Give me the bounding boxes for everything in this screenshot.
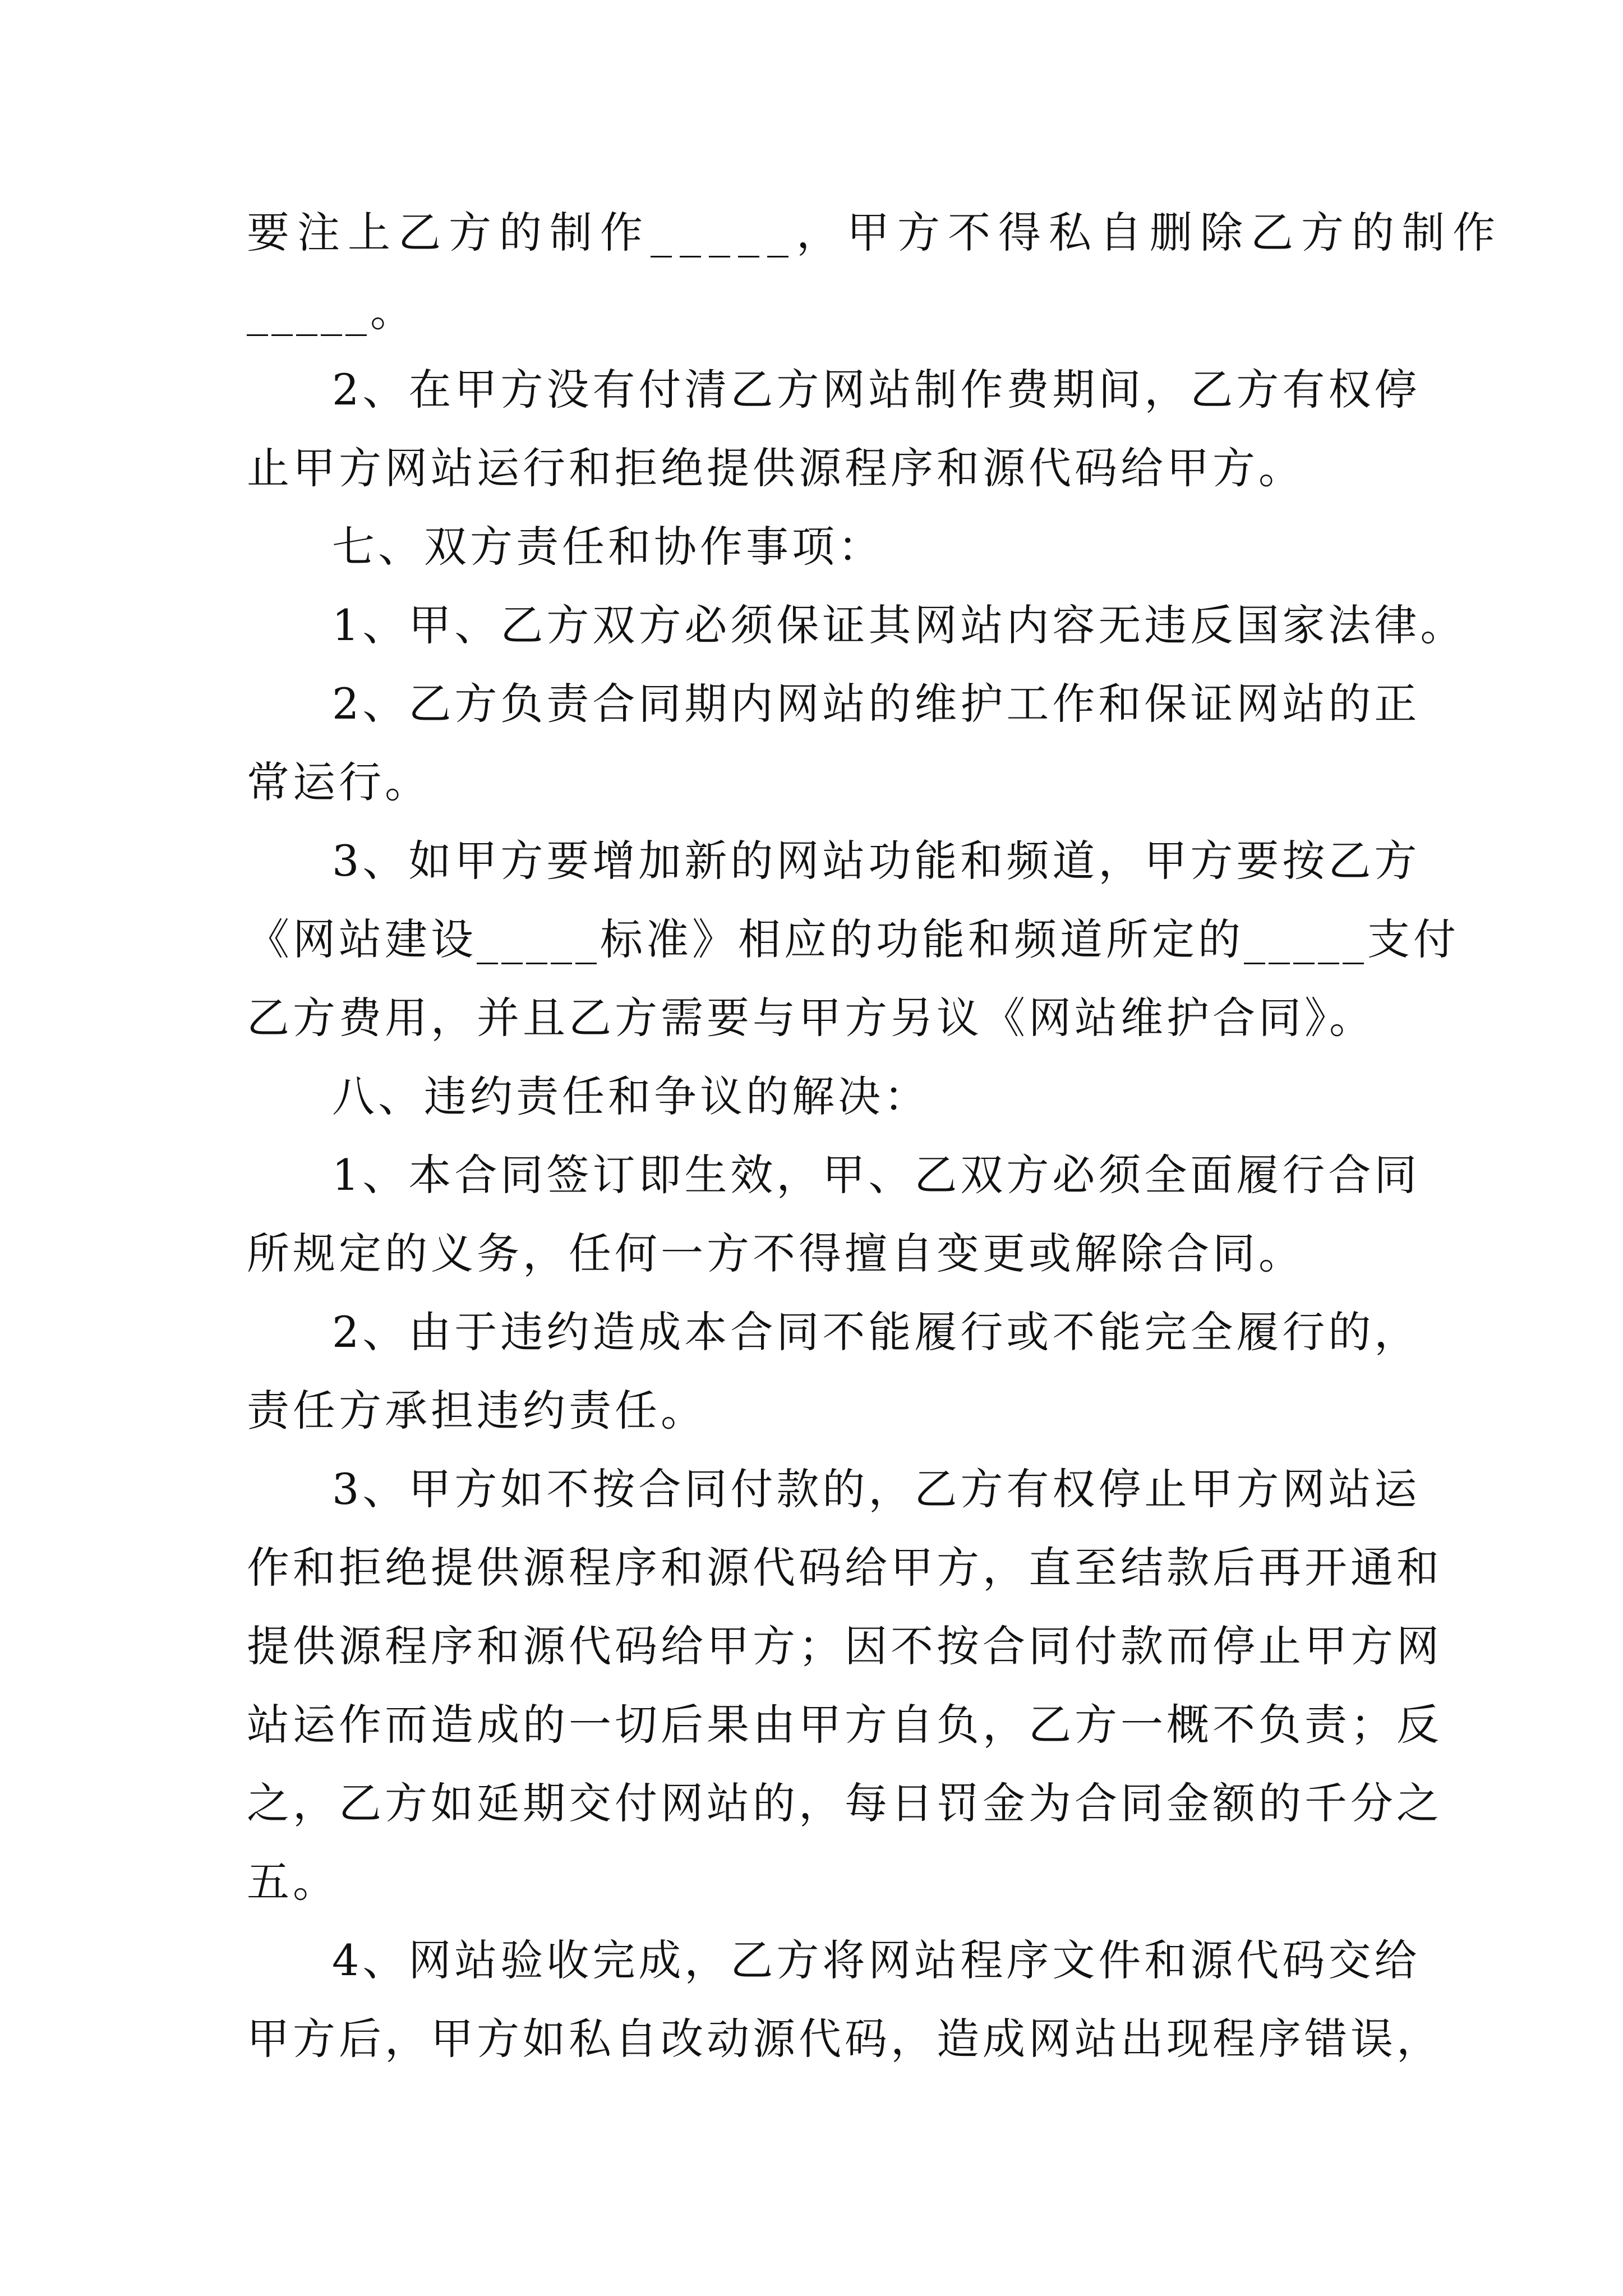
text-line: 作和拒绝提供源程序和源代码给甲方，直至结款后再开通和 [247,1543,1442,1593]
text-line: 3、甲方如不按合同付款的，乙方有权停止甲方网站运 [332,1464,1421,1514]
text-line: 止甲方网站运行和拒绝提供源程序和源代码给甲方。 [247,443,1304,493]
text-line: 甲方后，甲方如私自改动源代码，造成网站出现程序错误， [247,2014,1442,2064]
text-line: 1、甲、乙方双方必须保证其网站内容无违反国家法律。 [332,600,1467,650]
text-line: 要注上乙方的制作_____，甲方不得私自删除乙方的制作 [247,208,1503,257]
text-line: 2、由于违约造成本合同不能履行或不能完全履行的， [332,1307,1421,1357]
text-line: 2、乙方负责合同期内网站的维护工作和保证网站的正 [332,679,1421,729]
text-line: 站运作而造成的一切后果由甲方自负，乙方一概不负责；反 [247,1700,1442,1750]
text-line: 2、在甲方没有付清乙方网站制作费期间，乙方有权停 [332,365,1421,415]
text-line: 《网站建设_____标准》相应的功能和频道所定的_____支付 [247,914,1459,964]
text-line: 3、如甲方要增加新的网站功能和频道，甲方要按乙方 [332,836,1421,886]
section-heading: 七、双方责任和协作事项： [332,522,884,572]
text-line: 五。 [247,1857,339,1907]
text-line: 责任方承担违约责任。 [247,1386,707,1435]
text-line: 提供源程序和源代码给甲方；因不按合同付款而停止甲方网 [247,1621,1442,1671]
text-line: 乙方费用，并且乙方需要与甲方另议《网站维护合同》。 [247,993,1375,1043]
text-line: 1、本合同签订即生效，甲、乙双方必须全面履行合同 [332,1150,1421,1200]
text-line: 4、网站验收完成，乙方将网站程序文件和源代码交给 [332,1935,1421,1985]
text-line: 所规定的义务，任何一方不得擅自变更或解除合同。 [247,1228,1304,1278]
document-page [247,194,1503,2078]
section-heading: 八、违约责任和争议的解决： [332,1071,930,1121]
text-line: 常运行。 [247,757,431,807]
text-line: 之，乙方如延期交付网站的，每日罚金为合同金额的千分之 [247,1778,1442,1828]
text-line: _____。 [247,286,416,336]
